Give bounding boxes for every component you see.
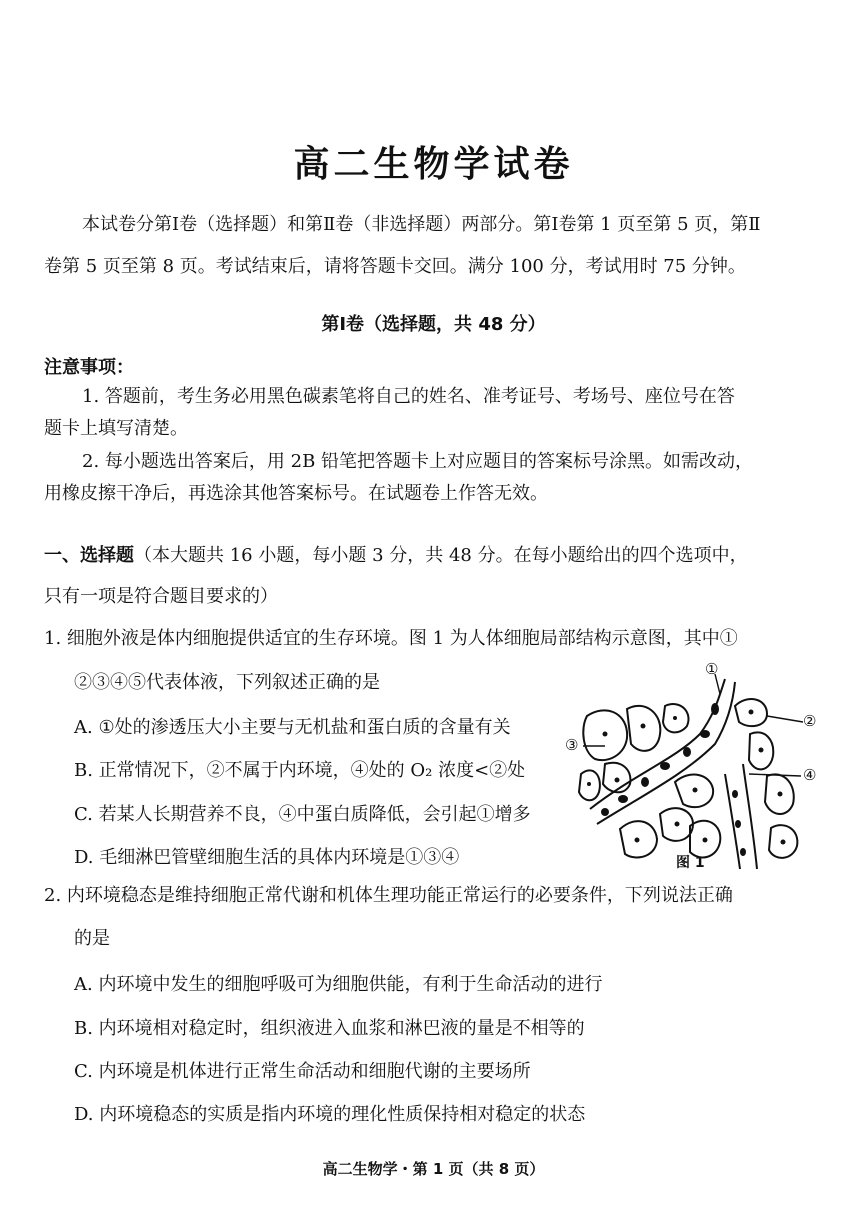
q2-stem-line-2: 的是 <box>74 928 110 949</box>
part-one-desc: （本大题共 16 小题，每小题 3 分，共 48 分。在每小题给出的四个选项中， <box>134 545 748 566</box>
q1-stem-line-2: ②③④⑤代表体液，下列叙述正确的是 <box>74 672 380 693</box>
intro-line-2: 卷第 5 页至第 8 页。考试结束后，请将答题卡交回。满分 100 分，考试用时 75 分钟。 <box>44 256 746 277</box>
part-one-line-1 <box>44 545 748 567</box>
intro-line-1: 本试卷分第Ⅰ卷（选择题）和第Ⅱ卷（非选择题）两部分。第Ⅰ卷第 1 页至第 5 页，第Ⅱ <box>82 214 761 235</box>
q1-option-c: C. 若某人长期营养不良，④中蛋白质降低，会引起①增多 <box>74 804 531 825</box>
note-1-line-2: 题卡上填写清楚。 <box>44 418 188 439</box>
figure-1-caption: 图 1 <box>676 855 705 871</box>
q1-stem-line-1: 1. 细胞外液是体内细胞提供适宜的生存环境。图 1 为人体细胞局部结构示意图，其中① <box>44 628 738 649</box>
page-footer: 高二生物学・第 1 页（共 8 页） <box>322 1160 545 1178</box>
note-2-line-2: 用橡皮擦干净后，再选涂其他答案标号。在试题卷上作答无效。 <box>44 483 548 504</box>
q2-option-a: A. 内环境中发生的细胞呼吸可为细胞供能，有利于生命活动的进行 <box>74 974 603 995</box>
q2-stem-line-1: 2. 内环境稳态是维持细胞正常代谢和机体生理功能正常运行的必要条件，下列说法正确 <box>44 885 733 906</box>
part-one-line-2: 只有一项是符合题目要求的） <box>44 586 278 607</box>
note-2-line-1: 2. 每小题选出答案后，用 2B 铅笔把答题卡上对应题目的答案标号涂黑。如需改动， <box>82 451 754 472</box>
cell-diagram <box>575 664 825 874</box>
section-heading: 第Ⅰ卷（选择题，共 48 分） <box>321 314 546 335</box>
label-4: ④ <box>803 766 817 784</box>
label-1: ① <box>705 660 719 678</box>
label-2: ② <box>803 712 817 730</box>
q2-option-b: B. 内环境相对稳定时，组织液进入血浆和淋巴液的量是不相等的 <box>74 1018 585 1039</box>
label-3: ③ <box>565 736 579 754</box>
q1-option-b: B. 正常情况下，②不属于内环境，④处的 O₂ 浓度<②处 <box>74 760 526 781</box>
note-1-line-1: 1. 答题前，考生务必用黑色碳素笔将自己的姓名、准考证号、考场号、座位号在答 <box>82 386 735 407</box>
notes-heading: 注意事项： <box>44 357 134 378</box>
part-one-label: 一、选择题 <box>44 545 134 566</box>
q2-option-d: D. 内环境稳态的实质是指内环境的理化性质保持相对稳定的状态 <box>74 1104 586 1125</box>
q1-option-a: A. ①处的渗透压大小主要与无机盐和蛋白质的含量有关 <box>74 717 511 738</box>
q2-option-c: C. 内环境是机体进行正常生命活动和细胞代谢的主要场所 <box>74 1061 531 1082</box>
q1-option-d: D. 毛细淋巴管壁细胞生活的具体内环境是①③④ <box>74 847 460 868</box>
exam-title: 高二生物学试卷 <box>293 144 574 185</box>
figure-1 <box>565 660 825 874</box>
